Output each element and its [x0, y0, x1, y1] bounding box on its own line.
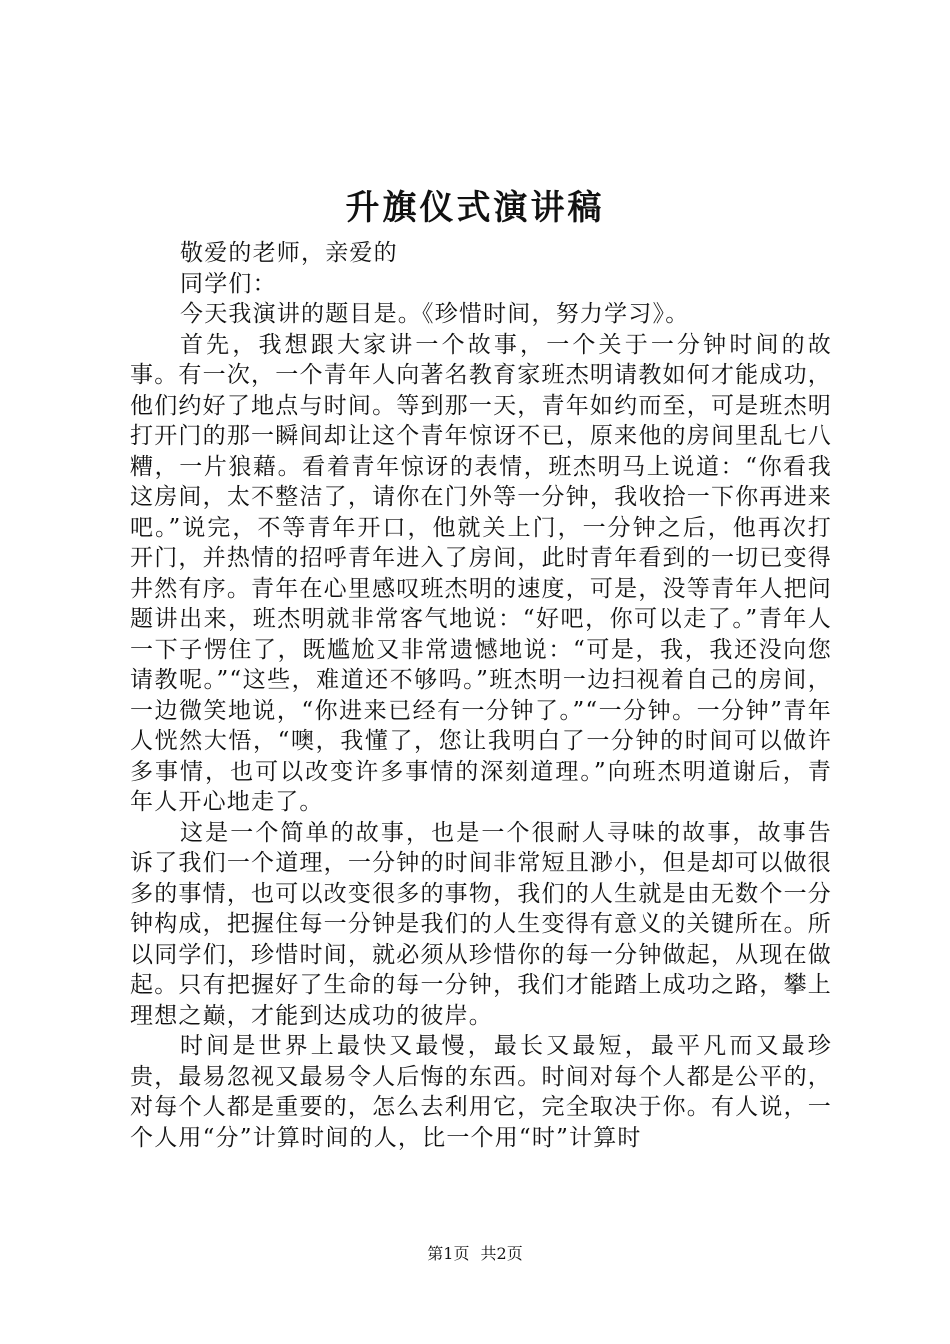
page-number: 第1页: [427, 1244, 470, 1263]
speech-topic: 今天我演讲的题目是。《珍惜时间，努力学习》。: [180, 301, 690, 327]
page-footer: [0, 1243, 950, 1265]
greeting-line-2: 同学们：: [180, 270, 277, 297]
body-paragraph: 时间是世界上最快又最慢，最长又最短，最平凡而又最珍贵，最易忽视又最易令人后悔的东西。时间对每个人都是公平的，对每个人都是重要的，怎么去利用它，完全取决于你。有人说，一个人用“分”计算时间的人，比一个用“时”计算时: [130, 1033, 832, 1151]
page-total: 共2页: [480, 1244, 523, 1263]
body-paragraph: 这是一个简单的故事，也是一个很耐人寻味的故事，故事告诉了我们一个道理，一分钟的时间非常短且渺小，但是却可以做很多的事情，也可以改变很多的事物，我们的人生就是由无数个一分钟构成，把握住每一分钟是我们的人生变得有意义的关键所在。所以同学们，珍惜时间，就必须从珍惜你的每一分钟做起，从现在做起。只有把握好了生命的每一分钟，我们才能踏上成功之路，攀上理想之巅，才能到达成功的彼岸。: [130, 819, 832, 1029]
greeting-line-1: 敬爱的老师，亲爱的: [180, 240, 398, 266]
document-title: 升旗仪式演讲稿: [345, 188, 605, 228]
body-paragraph: 首先，我想跟大家讲一个故事，一个关于一分钟时间的故事。有一次，一个青年人向著名教育家班杰明请教如何才能成功，他们约好了地点与时间。等到那一天，青年如约而至，可是班杰明打开门的那一瞬间却让这个青年惊讶不已，原来他的房间里乱七八糟，一片狼藉。看着青年惊讶的表情，班杰明马上说道：“你看我这房间，太不整洁了，请你在门外等一分钟，我收拾一下你再进来吧。”说完，不等青年开口，他就关上门，一分钟之后，他再次打开门，并热情的招呼青年进入了房间，此时青年看到的一切已变得井然有序。青年在心里感叹班杰明的速度，可是，没等青年人把问题讲出来，班杰明就非常客气地说：“好吧，你可以走了。”青年人一下子愣住了，既尴尬又非常遗憾地说：“可是，我，我还没向您请教呢。”“这些，难道还不够吗。”班杰明一边扫视着自己的房间，一边微笑地说，“你进来已经有一分钟了。”“一分钟。一分钟”青年人恍然大悟，“噢，我懂了，您让我明白了一分钟的时间可以做许多事情，也可以改变许多事情的深刻道理。”向班杰明道谢后，青年人开心地走了。: [130, 331, 832, 815]
document-body: [130, 238, 832, 1153]
